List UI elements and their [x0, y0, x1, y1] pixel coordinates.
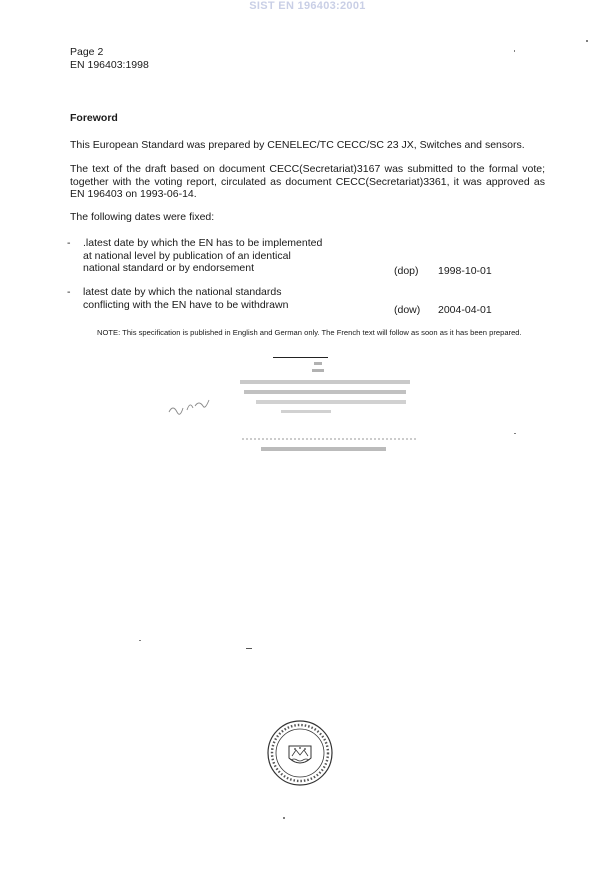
scan-speck: [246, 648, 252, 649]
date-item-line: conflicting with the EN have to be withdrawn: [83, 298, 289, 311]
watermark: SIST EN 196403:2001: [249, 0, 366, 12]
list-dash: -: [67, 237, 71, 249]
handwritten-mark: [165, 392, 215, 420]
scan-speck: [586, 40, 588, 42]
date-item-line: .latest date by which the EN has to be implemented: [83, 237, 323, 249]
date-item-description: [83, 286, 383, 311]
list-dash: -: [67, 286, 71, 298]
foreword-heading: Foreword: [70, 112, 118, 124]
date-value: 1998-10-01: [438, 265, 492, 277]
faded-stamp: [226, 360, 426, 460]
date-item-line: national standard or by endorsement: [83, 262, 255, 274]
doc-number: EN 196403:1998: [70, 59, 149, 71]
date-abbreviation: (dow): [394, 304, 421, 316]
scan-speck: [514, 50, 515, 52]
official-seal: [265, 718, 335, 788]
date-item-line: at national level by publication of an identical: [83, 249, 291, 262]
date-item-line: latest date by which the national standards: [83, 286, 282, 298]
page-header: [70, 46, 149, 72]
foreword-paragraph-2: The text of the draft based on document CECC(Secretariat)3167 was submitted to the formal vote; together with the voting report, circulated as document CECC(Secretariat)3361, it was approved as EN 196403 on 1993-06-14.: [70, 163, 545, 200]
page-label: Page 2: [70, 46, 104, 58]
scan-speck: [283, 817, 285, 819]
foreword-paragraph-3: The following dates were fixed:: [70, 211, 215, 223]
date-item-description: [83, 237, 383, 275]
scan-speck: [514, 433, 516, 434]
language-note: NOTE: This specification is published in English and German only. The French text will follow as soon as it has been prepared.: [97, 328, 522, 337]
foreword-paragraph-1: This European Standard was prepared by CENELEC/TC CECC/SC 23 JX, Switches and sensors.: [70, 139, 525, 151]
date-value: 2004-04-01: [438, 304, 492, 316]
scan-speck: [139, 640, 141, 641]
separator-rule: [273, 357, 328, 358]
date-abbreviation: (dop): [394, 265, 419, 277]
